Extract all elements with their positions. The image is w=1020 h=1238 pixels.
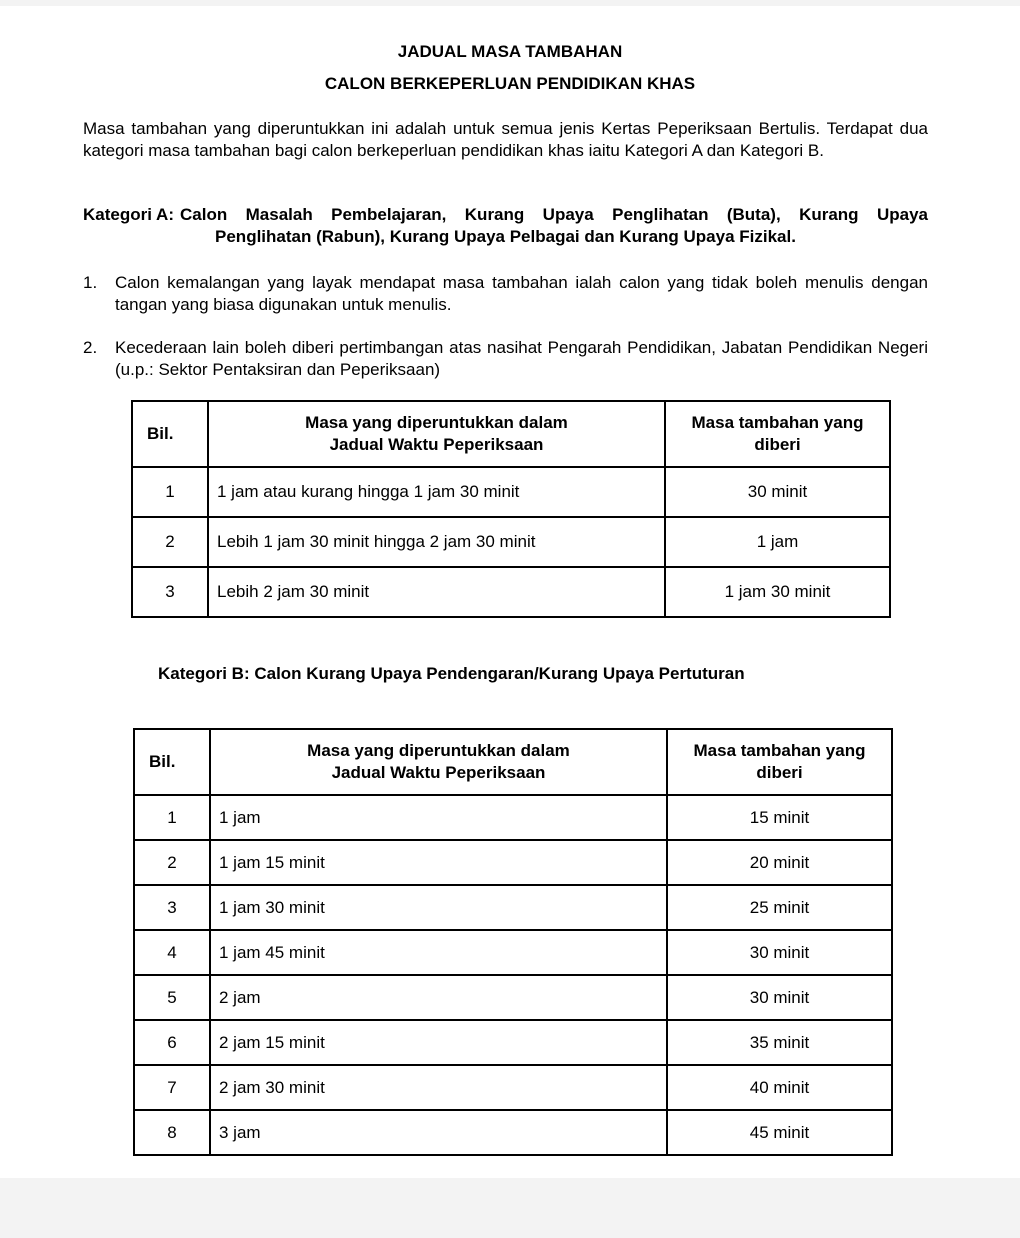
cell-bil: 8	[134, 1110, 210, 1155]
title-line-2: CALON BERKEPERLUAN PENDIDIKAN KHAS	[324, 74, 696, 93]
cell-masa: 1 jam 30 minit	[210, 885, 667, 930]
document-page	[0, 6, 1020, 1178]
cell-masa: 2 jam 30 minit	[210, 1065, 667, 1110]
cell-tambahan: 30 minit	[665, 467, 890, 517]
cell-bil: 2	[134, 840, 210, 885]
table-kategori-b	[133, 728, 893, 1156]
table-row	[134, 795, 892, 840]
table-row	[134, 975, 892, 1020]
table-row	[134, 840, 892, 885]
table-row	[132, 467, 890, 517]
title-line-1: JADUAL MASA TAMBAHAN	[397, 42, 623, 61]
cell-tambahan: 45 minit	[667, 1110, 892, 1155]
table-row	[134, 930, 892, 975]
cell-bil: 5	[134, 975, 210, 1020]
header-tambahan-line2: diberi	[756, 763, 803, 782]
kategori-a-line1: Calon Masalah Pembelajaran, Kurang Upaya Penglihatan (Buta), Kurang Upaya	[180, 205, 928, 224]
list-item-number: 1.	[83, 273, 98, 292]
header-masa	[210, 729, 667, 795]
cell-tambahan: 30 minit	[667, 930, 892, 975]
intro-paragraph: Masa tambahan yang diperuntukkan ini adalah untuk semua jenis Kertas Peperiksaan Bertulis. Terdapat dua kategori masa tambahan bagi calon berkeperluan pendidikan khas iaitu Kategori A dan Kategori B.	[83, 119, 928, 160]
list-item-number: 2.	[83, 338, 98, 357]
header-masa-line1: Masa yang diperuntukkan dalam	[307, 741, 570, 760]
cell-tambahan: 40 minit	[667, 1065, 892, 1110]
cell-bil: 4	[134, 930, 210, 975]
cell-bil: 1	[132, 467, 208, 517]
header-tambahan-line1: Masa tambahan yang	[691, 413, 864, 432]
cell-tambahan: 25 minit	[667, 885, 892, 930]
table-kategori-a	[131, 400, 891, 618]
cell-masa: Lebih 2 jam 30 minit	[208, 567, 665, 617]
header-masa-line1: Masa yang diperuntukkan dalam	[305, 413, 568, 432]
list-item	[83, 337, 928, 381]
table-header-row	[132, 401, 890, 467]
table-row	[134, 1020, 892, 1065]
table-row	[134, 1065, 892, 1110]
header-bil: Bil.	[132, 401, 208, 467]
cell-tambahan: 35 minit	[667, 1020, 892, 1065]
cell-masa: 1 jam 45 minit	[210, 930, 667, 975]
cell-masa: Lebih 1 jam 30 minit hingga 2 jam 30 minit	[208, 517, 665, 567]
kategori-b-heading: Kategori B: Calon Kurang Upaya Pendengaran/Kurang Upaya Pertuturan	[158, 664, 745, 683]
cell-bil: 3	[134, 885, 210, 930]
header-masa	[208, 401, 665, 467]
list-item-text: Calon kemalangan yang layak mendapat masa tambahan ialah calon yang tidak boleh menulis dengan tangan yang biasa digunakan untuk menulis.	[115, 273, 928, 314]
kategori-a-heading	[83, 204, 928, 248]
table-row	[134, 885, 892, 930]
cell-tambahan: 30 minit	[667, 975, 892, 1020]
cell-masa: 1 jam 15 minit	[210, 840, 667, 885]
cell-tambahan: 20 minit	[667, 840, 892, 885]
cell-bil: 2	[132, 517, 208, 567]
list-item-text: Kecederaan lain boleh diberi pertimbangan atas nasihat Pengarah Pendidikan, Jabatan Pendidikan Negeri (u.p.: Sektor Pentaksiran dan Peperiksaan)	[115, 338, 928, 379]
cell-masa: 1 jam	[210, 795, 667, 840]
header-tambahan	[665, 401, 890, 467]
table-header-row	[134, 729, 892, 795]
cell-bil: 7	[134, 1065, 210, 1110]
header-masa-line2: Jadual Waktu Peperiksaan	[331, 763, 546, 782]
header-masa-line2: Jadual Waktu Peperiksaan	[329, 435, 544, 454]
kategori-a-label: Kategori A:	[83, 205, 174, 224]
cell-bil: 1	[134, 795, 210, 840]
cell-tambahan: 15 minit	[667, 795, 892, 840]
table-row	[134, 1110, 892, 1155]
header-tambahan-line1: Masa tambahan yang	[693, 741, 866, 760]
cell-tambahan: 1 jam 30 minit	[665, 567, 890, 617]
cell-bil: 3	[132, 567, 208, 617]
cell-masa: 3 jam	[210, 1110, 667, 1155]
cell-tambahan: 1 jam	[665, 517, 890, 567]
header-tambahan-line2: diberi	[754, 435, 801, 454]
table-row	[132, 567, 890, 617]
kategori-a-line2: Penglihatan (Rabun), Kurang Upaya Pelbagai dan Kurang Upaya Fizikal.	[215, 227, 796, 246]
cell-masa: 2 jam	[210, 975, 667, 1020]
cell-masa: 2 jam 15 minit	[210, 1020, 667, 1065]
header-tambahan	[667, 729, 892, 795]
cell-masa: 1 jam atau kurang hingga 1 jam 30 minit	[208, 467, 665, 517]
list-item	[83, 272, 928, 316]
header-bil: Bil.	[134, 729, 210, 795]
table-row	[132, 517, 890, 567]
cell-bil: 6	[134, 1020, 210, 1065]
